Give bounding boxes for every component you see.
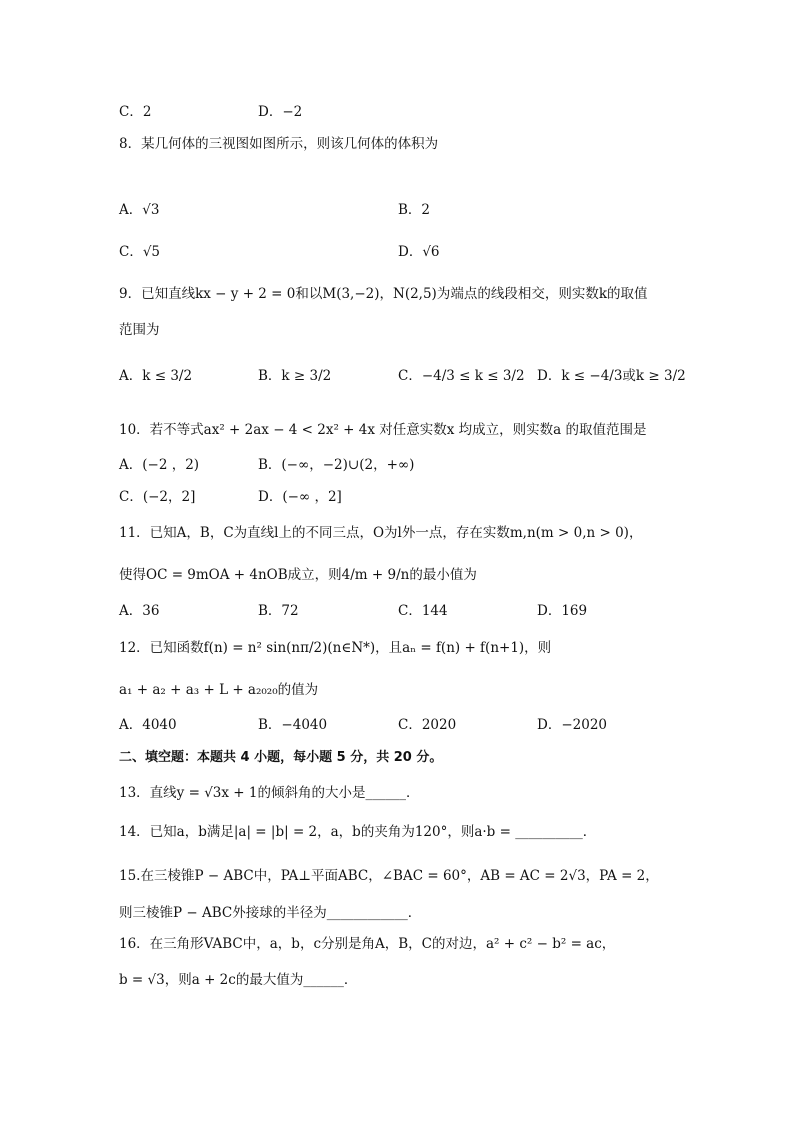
q8-option-c: C．√5: [119, 244, 161, 260]
q8-option-a: A．√3: [119, 202, 160, 218]
q9-option-c: C．−4/3 ≤ k ≤ 3/2: [398, 368, 525, 384]
q14-stem: 14．已知a，b满足|a| = |b| = 2，a，b的夹角为120°，则a·b = __________．: [119, 824, 597, 840]
q10-option-b: B．(−∞，−2)∪(2，+∞): [258, 457, 415, 473]
q16-line2: b = √3，则a + 2c的最大值为______．: [119, 972, 358, 988]
q15-line2: 则三棱锥P − ABC外接球的半径为____________．: [119, 905, 422, 921]
q11-option-d: D．169: [537, 603, 588, 619]
q10-option-d: D．(−∞ ，2]: [258, 489, 342, 505]
q7-option-c: C．2: [119, 104, 152, 120]
q7-option-d: D．−2: [258, 104, 303, 120]
q12-option-a: A．4040: [119, 717, 177, 733]
q10-option-c: C．(−2，2]: [119, 489, 196, 505]
q9-option-b: B．k ≥ 3/2: [258, 368, 332, 384]
q12-option-c: C．2020: [398, 717, 457, 733]
section-title-fill-in: 二、填空题：本题共 4 小题，每小题 5 分，共 20 分。: [119, 750, 443, 765]
q11-option-a: A．36: [119, 603, 160, 619]
q16-line1: 16．在三角形VABC中，a，b，c分别是角A，B，C的对边，a² + c² − b² = ac，: [119, 936, 616, 952]
q12-stem-line2: a₁ + a₂ + a₃ + L + a₂₀₂₀的值为: [119, 682, 319, 698]
q9-stem-line2: 范围为: [119, 322, 160, 338]
q8-option-b: B．2: [398, 202, 431, 218]
q11-stem-line1: 11．已知A，B，C为直线l上的不同三点，O为l外一点，存在实数m,n(m > 0,n > 0)，: [119, 525, 643, 541]
q12-option-d: D．−2020: [537, 717, 607, 733]
q10-option-a: A．(−2 ，2): [119, 457, 200, 473]
q11-stem-line2: 使得OC = 9mOA + 4nOB成立，则4/m + 9/n的最小值为: [119, 567, 477, 583]
q15-line1: 15.在三棱锥P − ABC中，PA⊥平面ABC，∠BAC = 60°，AB = AC = 2√3，PA = 2，: [119, 868, 659, 884]
q9-option-a: A．k ≤ 3/2: [119, 368, 193, 384]
q13-stem: 13．直线y = √3x + 1的倾斜角的大小是______．: [119, 785, 420, 801]
q9-option-d: D．k ≤ −4/3或k ≥ 3/2: [537, 368, 686, 384]
q12-option-b: B．−4040: [258, 717, 328, 733]
q11-option-c: C．144: [398, 603, 448, 619]
q8-option-d: D．√6: [398, 244, 440, 260]
q11-option-b: B．72: [258, 603, 299, 619]
q12-stem-line1: 12．已知函数f(n) = n² sin(nπ/2)(n∈N*)，且aₙ = f(n) + f(n+1)，则: [119, 640, 552, 656]
q10-stem: 10．若不等式ax² + 2ax − 4 < 2x² + 4x 对任意实数x 均成立，则实数a 的取值范围是: [119, 422, 647, 438]
q8-stem: 8．某几何体的三视图如图所示，则该几何体的体积为: [119, 136, 439, 152]
q9-stem-line1: 9．已知直线kx − y + 2 = 0和以M(3,−2)，N(2,5)为端点的线段相交，则实数k的取值: [119, 286, 648, 302]
